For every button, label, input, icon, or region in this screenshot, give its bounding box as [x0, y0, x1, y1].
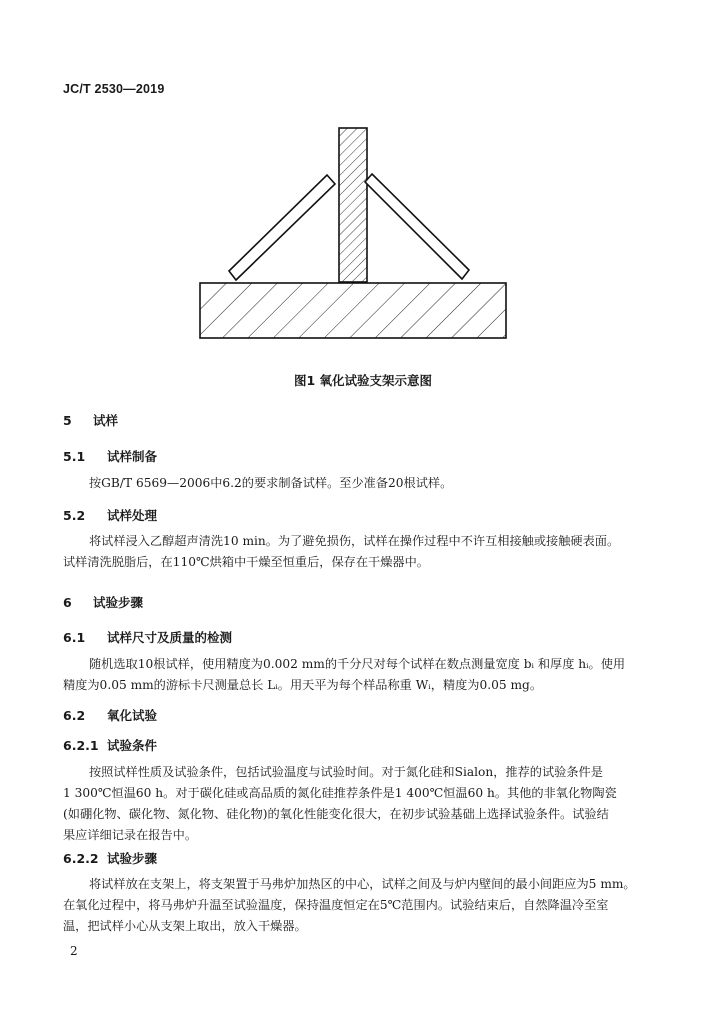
section-5-2-heading: 5.2 试样处理: [63, 508, 158, 523]
section-6-1-text: 随机选取10根试样，使用精度为0.002 mm的千分尺对每个试样在数点测量宽度 bᵢ 和厚度 hᵢ。使用 精度为0.05 mm的游标卡尺测量总长 Lᵢ。用天平为每个样品称重 Wᵢ，精度为0.05 mg。: [63, 657, 626, 692]
section-5-2-text: 将试样浸入乙醇超声清洗10 min。为了避免损伤，试样在操作过程中不许互相接触或接触硬表面。 试样清洗脱脂后，在110℃烘箱中干燥至恒重后，保存在干燥器中。: [63, 534, 620, 569]
section-6-2-heading: 6.2 氧化试验: [63, 708, 158, 723]
section-5-1-text: 按GB/T 6569—2006中6.2的要求制备试样。至少准备20根试样。: [89, 476, 453, 490]
section-6-2-2-text: 将试样放在支架上，将支架置于马弗炉加热区的中心，试样之间及与炉内壁间的最小间距应为5 mm。 在氧化过程中，将马弗炉升温至试验温度，保持温度恒定在5℃范围内。试验结束后，自然降温冷至室 温，把试样小心从支架上取出，放入干燥器。: [63, 877, 636, 933]
support-base: [200, 283, 506, 338]
section-6-2-1-heading: 6.2.1 试验条件: [63, 738, 158, 753]
section-6-heading: 6 试验步骤: [63, 595, 144, 610]
section-6-1-heading: 6.1 试样尺寸及质量的检测: [63, 630, 233, 645]
section-5-1-heading: 5.1 试样制备: [63, 449, 158, 464]
support-post: [339, 128, 367, 282]
figure-caption: 图1 氧化试验支架示意图: [293, 373, 433, 388]
right-specimen: [365, 174, 469, 279]
section-6-2-1-text: 按照试样性质及试验条件，包括试验温度与试验时间。对于氮化硅和Sialon，推荐的试验条件是 1 300℃恒温60 h。对于碳化硅或高品质的氮化硅推荐条件是1 400℃恒温60 h。其他的非氧化物陶瓷 (如硼化物、碳化物、氮化物、硅化物)的氧化性能变化很大，在初步试验基础上选择试验条件。试验结 果应详细记录在报告中。: [63, 765, 617, 842]
left-specimen: [229, 175, 335, 280]
section-5-heading: 5 试样: [63, 413, 119, 428]
oxidation-support-diagram: [0, 0, 726, 360]
section-6-2-2-heading: 6.2.2 试验步骤: [63, 851, 158, 866]
standard-code: JC/T 2530—2019: [63, 82, 165, 96]
page-number: 2: [70, 944, 78, 958]
